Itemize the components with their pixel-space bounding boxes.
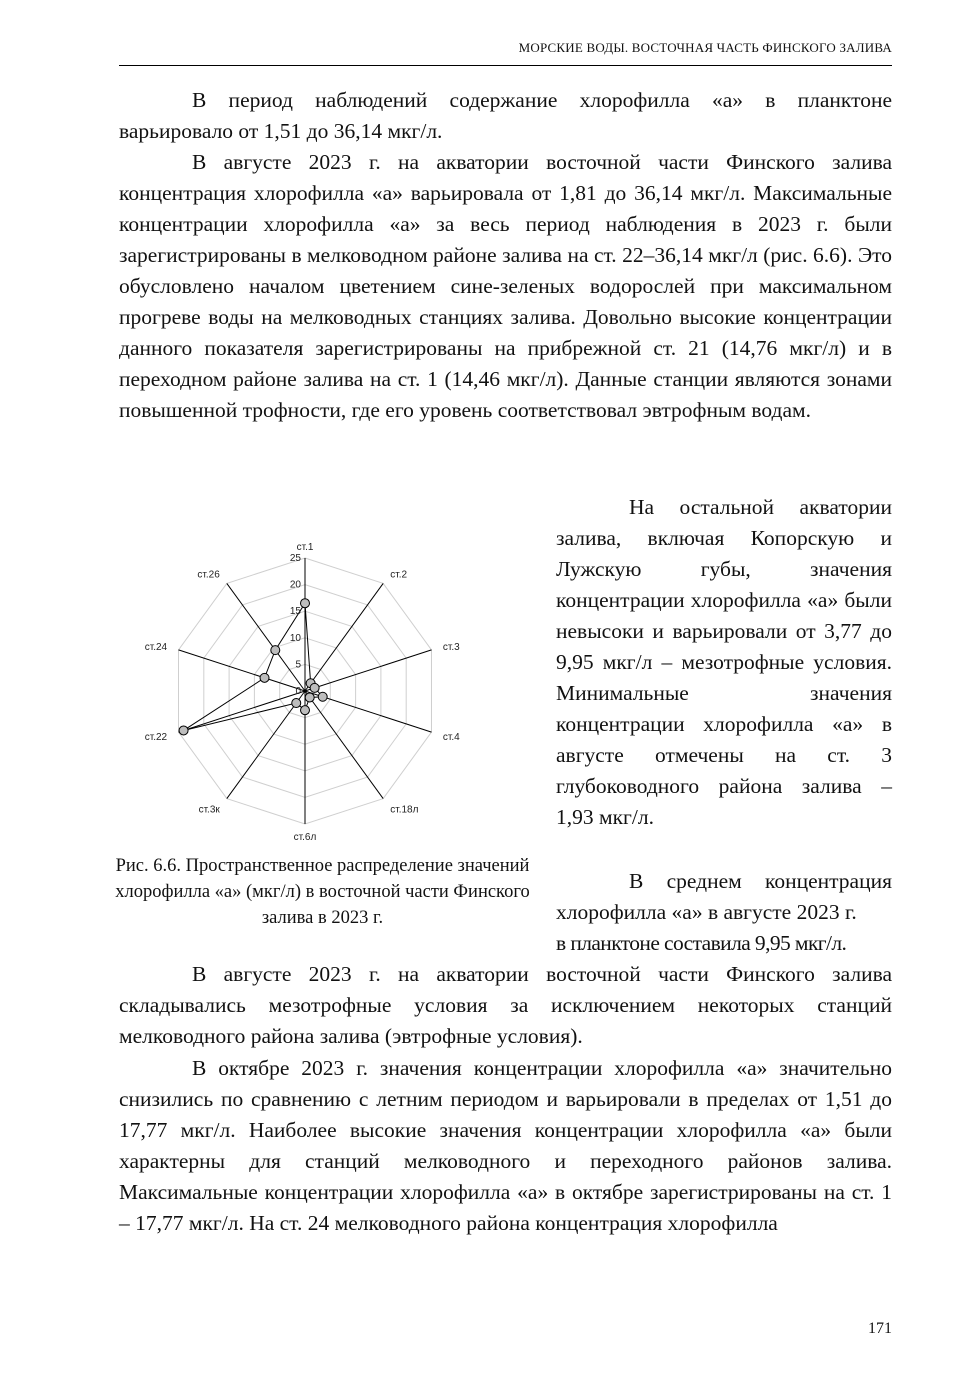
category-label: ст.1 (296, 542, 314, 553)
data-point (260, 673, 269, 682)
spoke (227, 691, 305, 799)
figure-caption: Рис. 6.6. Пространственное распределение значений хлорофилла «а» (мкг/л) в восточной части Финского залива в 2023 г. (115, 856, 530, 928)
category-label: ст.6л (293, 832, 317, 843)
chlorophyll-radar-chart (140, 532, 474, 847)
data-point (301, 599, 310, 608)
side-paragraph-2b: в планктоне составила 9,95 мкг/л. (556, 931, 847, 955)
category-label: ст.3к (198, 804, 220, 816)
running-header: МОРСКИЕ ВОДЫ. ВОСТОЧНАЯ ЧАСТЬ ФИНСКОГО ЗАЛИВА (518, 40, 892, 55)
radial-tick-label: 5 (295, 659, 301, 671)
radial-tick-label: 10 (289, 632, 301, 644)
category-label: ст.18л (390, 804, 419, 816)
spoke (305, 583, 383, 691)
data-point (318, 692, 327, 701)
data-point (271, 646, 280, 655)
data-point (179, 726, 188, 735)
category-label: ст.26 (197, 569, 220, 581)
radial-tick-label: 0 (295, 686, 301, 697)
spoke (179, 650, 305, 691)
data-point (301, 706, 310, 715)
page-number: 171 (868, 1320, 892, 1337)
data-point (292, 699, 301, 708)
radial-tick-label: 20 (289, 579, 301, 591)
category-label: ст.3 (442, 642, 460, 654)
side-paragraph-2a: В среднем концентрация хлорофилла «а» в августе 2023 г. (556, 869, 892, 924)
category-label: ст.2 (390, 569, 408, 581)
radar-category-labels (145, 542, 460, 843)
spoke (305, 650, 431, 691)
category-label: ст.22 (144, 731, 168, 743)
radial-tick-label: 15 (289, 606, 301, 618)
radial-tick-label: 25 (289, 553, 301, 564)
category-label: ст.4 (442, 731, 460, 743)
paragraph-1: В период наблюдений содержание хлорофилла «а» в планктоне варьировало от 1,51 до 36,14 мкг/л. (119, 88, 892, 143)
paragraph-3: В августе 2023 г. на акватории восточной части Финского залива складывались мезотрофные условия за исключением некоторых станций мелководного района залива (эвтрофные условия). (119, 962, 892, 1048)
data-point (305, 693, 314, 702)
side-paragraph-1: На остальной акватории залива, включая Копорскую и Лужскую губы, значения концентрации хлорофилла «а» были невысоки и варьировали от 3,77 до 9,95 мкг/л – мезотрофные условия. Минимальные значения концентрации хлорофилла «а» в августе отмечены на ст. 3 глубоководного района залива – 1,93 мкг/л. (556, 495, 892, 829)
paragraph-4: В октябре 2023 г. значения концентрации хлорофилла «а» значительно снизились по сравнению с летним периодом и варьировали в пределах от 1,51 до 17,77 мкг/л. Наиболее высокие значения концентрации хлорофилла «а» были характерны для станций мелководного и переходного районов залива. Максимальные концентрации хлорофилла «а» в октябре зарегистрированы на ст. 1 – 17,77 мкг/л. На ст. 24 мелководного района концентрация хлорофилла (119, 1056, 892, 1235)
data-point (310, 683, 319, 692)
category-label: ст.24 (144, 642, 168, 654)
spoke (305, 691, 383, 799)
paragraph-2: В августе 2023 г. на акватории восточной части Финского залива концентрация хлорофилла «а» варьировала от 1,81 до 36,14 мкг/л. Максимальные концентрации хлорофилла «а» за весь период наблюдения в 2023 г. были зарегистрированы в мелководном районе залива на ст. 22–36,14 мкг/л (рис. 6.6). Это обусловлено началом цветением сине-зеленых водорослей при максимальном прогреве воды на мелководных станциях залива. Довольно высокие концентрации данного показателя зарегистрированы на прибрежной ст. 21 (14,76 мкг/л) и в переходном районе залива на ст. 1 (14,46 мкг/л). Данные станции являются зонами повышенной трофности, где его уровень соответствовал эвтрофным водам. (119, 150, 892, 422)
header-divider (119, 65, 892, 66)
spoke (179, 691, 305, 732)
